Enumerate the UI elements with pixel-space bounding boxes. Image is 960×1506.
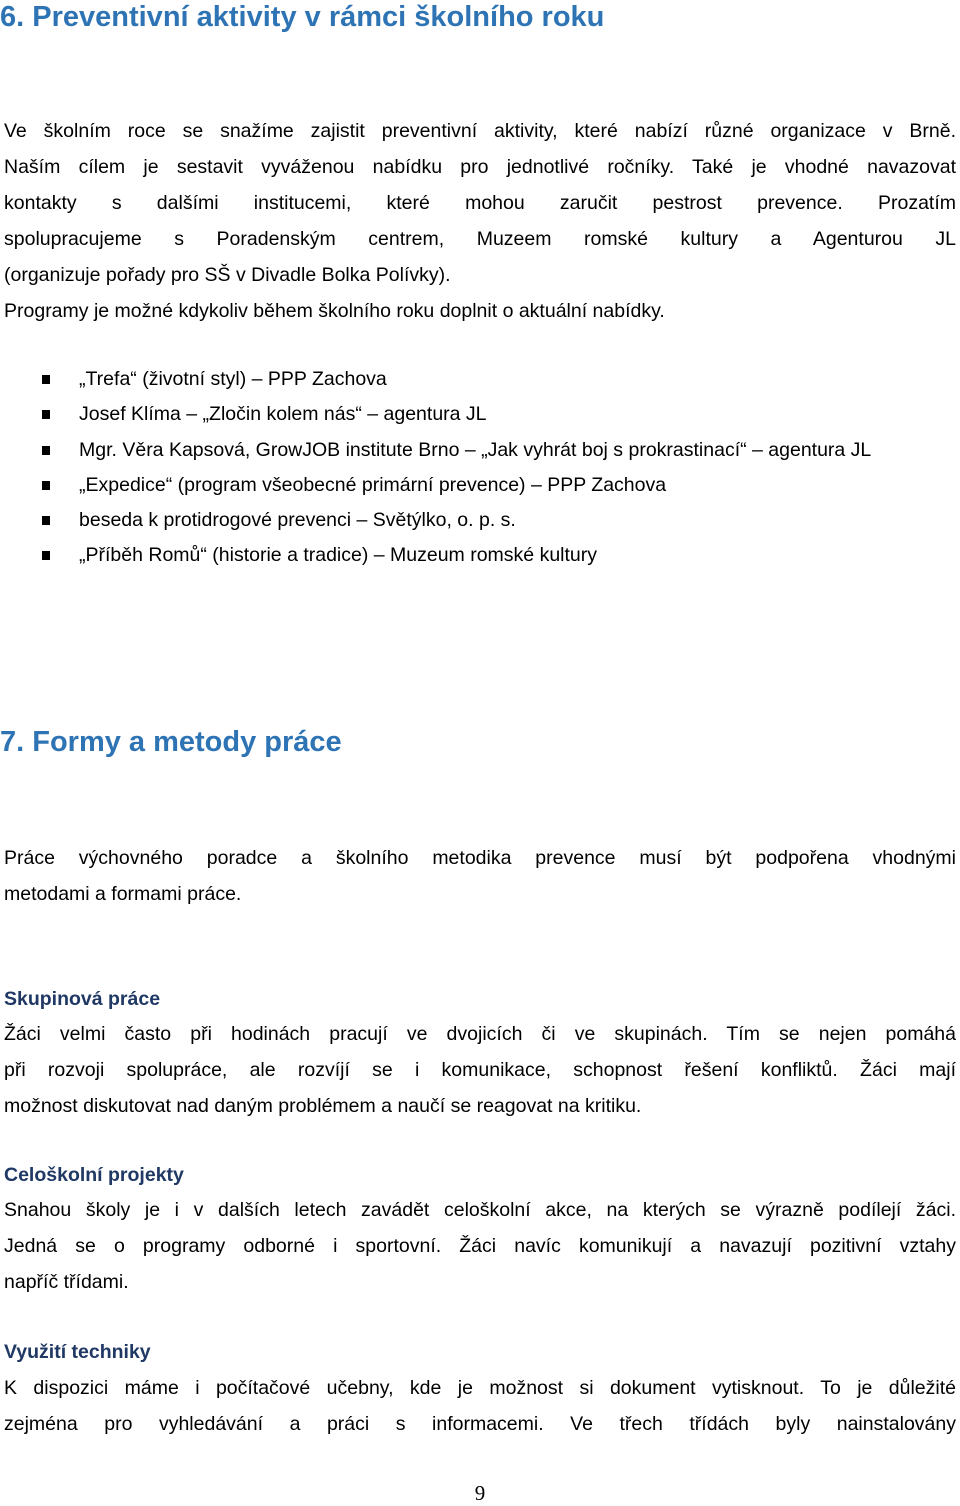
text-line: možnost diskutovat nad daným problémem a naučí se reagovat na kritiku.: [4, 1095, 642, 1117]
text-line: (organizuje pořady pro SŠ v Divadle Bolka Polívky).: [4, 264, 451, 286]
preventive-activities-list: [0, 362, 960, 574]
text-line: metodami a formami práce.: [4, 883, 242, 905]
text-line: kontakty s dalšími institucemi, které mohou zaručit pestrost prevence. Prozatím: [4, 192, 956, 214]
text-line: Ve školním roce se snažíme zajistit preventivní aktivity, které nabízí různé organizace v Brně.: [4, 120, 956, 142]
subsection-text-technology: [4, 1370, 956, 1442]
list-item: [0, 433, 960, 468]
list-item-text: „Příběh Romů“ (historie a tradice) – Muzeum romské kultury: [79, 544, 597, 567]
section-7-intro: [4, 840, 956, 912]
list-item-text: Mgr. Věra Kapsová, GrowJOB institute Brno – „Jak vyhrát boj s prokrastinací“ – agentura JL: [79, 438, 872, 461]
subsection-title-technology: Využití techniky: [4, 1341, 151, 1363]
text-line: Programy je možné kdykoliv během školního roku doplnit o aktuální nabídky.: [4, 300, 665, 322]
text-line: Snahou školy je i v dalších letech zavádět celoškolní akce, na kterých se výrazně podílejí žáci.: [4, 1199, 956, 1221]
list-item-text: „Expedice“ (program všeobecné primární prevence) – PPP Zachova: [79, 473, 667, 496]
square-bullet-icon: [42, 481, 50, 490]
list-item-text: Josef Klíma – „Zločin kolem nás“ – agentura JL: [79, 403, 487, 426]
text-line: Žáci velmi často při hodinách pracují ve dvojicích či ve skupinách. Tím se nejen pomáhá: [4, 1023, 956, 1045]
text-line: Jedná se o programy odborné i sportovní. Žáci navíc komunikují a navazují pozitivní vztahy: [4, 1235, 956, 1257]
text-line: napříč třídami.: [4, 1271, 129, 1293]
text-line: zejména pro vyhledávání a práci s informacemi. Ve třech třídách byly nainstalovány: [4, 1413, 956, 1435]
square-bullet-icon: [42, 410, 50, 419]
text-line: spolupracujeme s Poradenským centrem, Muzeem romské kultury a Agenturou JL: [4, 228, 956, 250]
subsection-title-group-work: Skupinová práce: [4, 988, 161, 1010]
text-line: Práce výchovného poradce a školního metodika prevence musí být podpořena vhodnými: [4, 847, 956, 869]
square-bullet-icon: [42, 516, 50, 525]
text-line: K dispozici máme i počítačové učebny, kde je možnost si dokument vytisknout. To je důležité: [4, 1377, 956, 1399]
subsection-text-group-work: [4, 1016, 956, 1124]
text-line: při rozvoji spolupráce, ale rozvíjí se i komunikace, schopnost řešení konfliktů. Žáci mají: [4, 1059, 956, 1081]
text-line: Naším cílem je sestavit vyváženou nabídku pro jednotlivé ročníky. Také je vhodné navazovat: [4, 156, 956, 178]
subsection-text-school-projects: [4, 1192, 956, 1300]
list-item: [0, 503, 960, 538]
subsection-title-school-projects: Celoškolní projekty: [4, 1164, 184, 1186]
section-6-heading: 6. Preventivní aktivity v rámci školního roku: [0, 1, 605, 33]
page-number: 9: [474, 1481, 486, 1505]
list-item-text: „Trefa“ (životní styl) – PPP Zachova: [79, 368, 387, 390]
list-item: [0, 362, 960, 397]
list-item: [0, 397, 960, 432]
list-item: [0, 468, 960, 503]
section-7-heading: 7. Formy a metody práce: [0, 726, 342, 758]
square-bullet-icon: [42, 375, 50, 384]
section-6-intro: [4, 113, 956, 329]
square-bullet-icon: [42, 446, 50, 455]
list-item: [0, 538, 960, 573]
list-item-text: beseda k protidrogové prevenci – Světýlko, o. p. s.: [79, 509, 516, 532]
square-bullet-icon: [42, 551, 50, 560]
